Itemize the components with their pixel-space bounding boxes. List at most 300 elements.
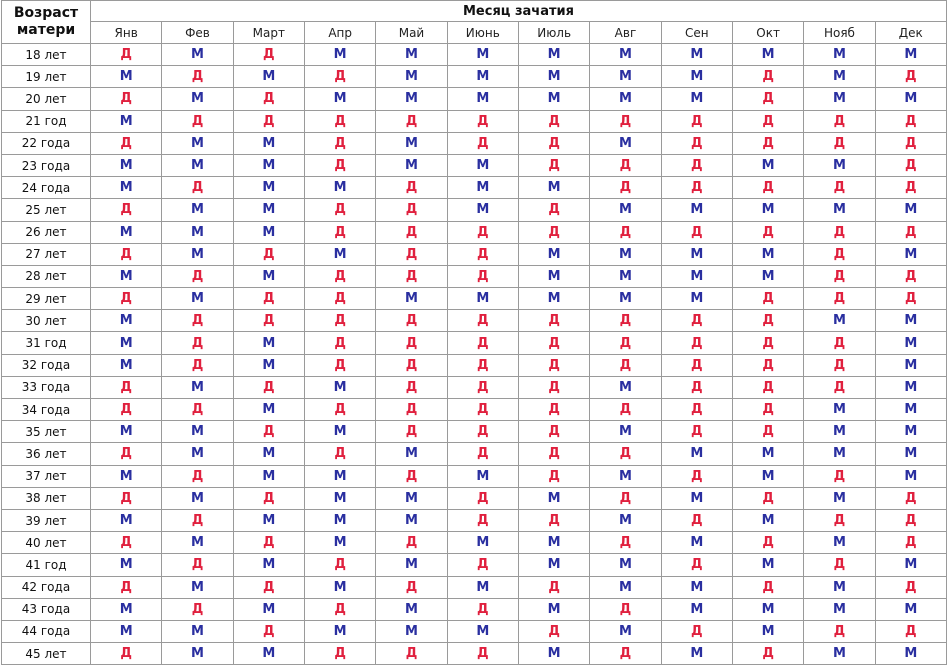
girl-cell: Д — [376, 465, 447, 487]
boy-cell: М — [91, 310, 162, 332]
table-row — [2, 110, 947, 132]
girl-cell: Д — [661, 332, 732, 354]
boy-cell: М — [518, 532, 589, 554]
boy-cell: М — [304, 44, 375, 66]
boy-cell: М — [233, 177, 304, 199]
boy-cell: М — [875, 44, 946, 66]
boy-cell: М — [732, 620, 803, 642]
table-row — [2, 643, 947, 665]
girl-cell: Д — [233, 576, 304, 598]
girl-cell: Д — [732, 132, 803, 154]
boy-cell: М — [518, 487, 589, 509]
boy-cell: М — [233, 265, 304, 287]
girl-cell: Д — [233, 88, 304, 110]
girl-cell: Д — [732, 399, 803, 421]
girl-cell: Д — [732, 177, 803, 199]
boy-cell: М — [233, 465, 304, 487]
boy-cell: М — [91, 598, 162, 620]
boy-cell: М — [732, 443, 803, 465]
boy-cell: М — [91, 421, 162, 443]
girl-cell: Д — [91, 288, 162, 310]
boy-cell: М — [661, 66, 732, 88]
boy-cell: М — [732, 243, 803, 265]
mother-age-cell: 35 лет — [2, 421, 91, 443]
girl-cell: Д — [162, 310, 233, 332]
girl-cell: Д — [376, 177, 447, 199]
girl-cell: Д — [162, 598, 233, 620]
girl-cell: Д — [804, 620, 875, 642]
boy-cell: М — [661, 576, 732, 598]
boy-cell: М — [661, 598, 732, 620]
girl-cell: Д — [304, 354, 375, 376]
month-header: Фев — [162, 22, 233, 44]
boy-cell: М — [233, 509, 304, 531]
girl-cell: Д — [518, 110, 589, 132]
girl-cell: Д — [518, 376, 589, 398]
girl-cell: Д — [590, 598, 661, 620]
boy-cell: М — [376, 132, 447, 154]
mother-age-cell: 39 лет — [2, 509, 91, 531]
boy-cell: М — [304, 421, 375, 443]
girl-cell: Д — [447, 509, 518, 531]
girl-cell: Д — [304, 265, 375, 287]
boy-cell: М — [875, 443, 946, 465]
boy-cell: М — [91, 332, 162, 354]
girl-cell: Д — [875, 177, 946, 199]
boy-cell: М — [518, 66, 589, 88]
boy-cell: М — [447, 154, 518, 176]
boy-cell: М — [518, 643, 589, 665]
boy-cell: М — [732, 465, 803, 487]
boy-cell: М — [804, 310, 875, 332]
boy-cell: М — [91, 509, 162, 531]
girl-cell: Д — [233, 44, 304, 66]
boy-cell: М — [162, 44, 233, 66]
boy-cell: М — [233, 354, 304, 376]
girl-cell: Д — [376, 110, 447, 132]
girl-cell: Д — [304, 154, 375, 176]
girl-cell: Д — [304, 221, 375, 243]
girl-cell: Д — [590, 354, 661, 376]
girl-cell: Д — [91, 576, 162, 598]
boy-cell: М — [661, 643, 732, 665]
girl-cell: Д — [875, 154, 946, 176]
girl-cell: Д — [518, 199, 589, 221]
table-row — [2, 487, 947, 509]
girl-cell: Д — [91, 243, 162, 265]
boy-cell: М — [732, 554, 803, 576]
mother-age-cell: 23 года — [2, 154, 91, 176]
boy-cell: М — [875, 554, 946, 576]
girl-cell: Д — [590, 332, 661, 354]
boy-cell: М — [875, 88, 946, 110]
boy-cell: М — [162, 88, 233, 110]
mother-age-cell: 25 лет — [2, 199, 91, 221]
boy-cell: М — [590, 421, 661, 443]
boy-cell: М — [875, 399, 946, 421]
boy-cell: М — [304, 509, 375, 531]
girl-cell: Д — [732, 221, 803, 243]
girl-cell: Д — [661, 154, 732, 176]
girl-cell: Д — [447, 399, 518, 421]
girl-cell: Д — [162, 554, 233, 576]
girl-cell: Д — [804, 354, 875, 376]
boy-cell: М — [233, 221, 304, 243]
header-row — [2, 1, 947, 22]
month-header: Май — [376, 22, 447, 44]
mother-age-cell: 24 года — [2, 177, 91, 199]
table-row — [2, 354, 947, 376]
boy-cell: М — [233, 643, 304, 665]
girl-cell: Д — [162, 509, 233, 531]
girl-cell: Д — [376, 354, 447, 376]
table-row — [2, 598, 947, 620]
girl-cell: Д — [661, 132, 732, 154]
table-row — [2, 66, 947, 88]
girl-cell: Д — [732, 643, 803, 665]
girl-cell: Д — [304, 643, 375, 665]
table-row — [2, 576, 947, 598]
girl-cell: Д — [233, 288, 304, 310]
boy-cell: М — [804, 421, 875, 443]
girl-cell: Д — [91, 443, 162, 465]
girl-cell: Д — [376, 265, 447, 287]
boy-cell: М — [447, 532, 518, 554]
boy-cell: М — [162, 643, 233, 665]
boy-cell: М — [162, 376, 233, 398]
boy-cell: М — [661, 487, 732, 509]
boy-cell: М — [875, 465, 946, 487]
boy-cell: М — [590, 288, 661, 310]
boy-cell: М — [804, 576, 875, 598]
girl-cell: Д — [447, 354, 518, 376]
boy-cell: М — [875, 376, 946, 398]
boy-cell: М — [447, 620, 518, 642]
girl-cell: Д — [661, 177, 732, 199]
girl-cell: Д — [875, 66, 946, 88]
girl-cell: Д — [91, 199, 162, 221]
girl-cell: Д — [661, 376, 732, 398]
boy-cell: М — [447, 576, 518, 598]
boy-cell: М — [661, 265, 732, 287]
girl-cell: Д — [162, 66, 233, 88]
girl-cell: Д — [518, 354, 589, 376]
table-row — [2, 421, 947, 443]
girl-cell: Д — [804, 243, 875, 265]
boy-cell: М — [447, 465, 518, 487]
table-row — [2, 465, 947, 487]
girl-cell: Д — [304, 332, 375, 354]
boy-cell: М — [875, 643, 946, 665]
girl-cell: Д — [732, 487, 803, 509]
girl-cell: Д — [447, 421, 518, 443]
boy-cell: М — [590, 88, 661, 110]
boy-cell: М — [91, 465, 162, 487]
girl-cell: Д — [875, 509, 946, 531]
boy-cell: М — [732, 509, 803, 531]
girl-cell: Д — [376, 576, 447, 598]
boy-cell: М — [590, 44, 661, 66]
girl-cell: Д — [875, 110, 946, 132]
boy-cell: М — [91, 354, 162, 376]
boy-cell: М — [304, 576, 375, 598]
boy-cell: М — [162, 221, 233, 243]
girl-cell: Д — [732, 532, 803, 554]
boy-cell: М — [590, 465, 661, 487]
boy-cell: М — [162, 443, 233, 465]
girl-cell: Д — [162, 332, 233, 354]
boy-cell: М — [732, 598, 803, 620]
girl-cell: Д — [91, 376, 162, 398]
girl-cell: Д — [304, 288, 375, 310]
boy-cell: М — [304, 532, 375, 554]
boy-cell: М — [233, 66, 304, 88]
girl-cell: Д — [91, 643, 162, 665]
table-row — [2, 310, 947, 332]
boy-cell: М — [590, 243, 661, 265]
boy-cell: М — [875, 310, 946, 332]
mother-age-cell: 45 лет — [2, 643, 91, 665]
girl-cell: Д — [875, 487, 946, 509]
boy-cell: М — [875, 243, 946, 265]
girl-cell: Д — [518, 465, 589, 487]
girl-cell: Д — [661, 465, 732, 487]
girl-cell: Д — [804, 288, 875, 310]
boy-cell: М — [233, 598, 304, 620]
girl-cell: Д — [875, 532, 946, 554]
table-row — [2, 554, 947, 576]
boy-cell: М — [804, 399, 875, 421]
boy-cell: М — [162, 243, 233, 265]
boy-cell: М — [661, 44, 732, 66]
mother-age-cell: 32 года — [2, 354, 91, 376]
boy-cell: М — [804, 66, 875, 88]
boy-cell: М — [518, 265, 589, 287]
girl-cell: Д — [732, 576, 803, 598]
mother-age-cell: 20 лет — [2, 88, 91, 110]
boy-cell: М — [376, 487, 447, 509]
girl-cell: Д — [162, 177, 233, 199]
girl-cell: Д — [304, 132, 375, 154]
boy-cell: М — [518, 243, 589, 265]
girl-cell: Д — [162, 465, 233, 487]
boy-cell: М — [233, 443, 304, 465]
mother-age-header: Возраст матери — [2, 1, 91, 44]
table-row — [2, 399, 947, 421]
mother-age-cell: 38 лет — [2, 487, 91, 509]
table-row — [2, 332, 947, 354]
boy-cell: М — [590, 265, 661, 287]
girl-cell: Д — [304, 399, 375, 421]
month-header: Июнь — [447, 22, 518, 44]
boy-cell: М — [162, 532, 233, 554]
mother-age-cell: 34 года — [2, 399, 91, 421]
boy-cell: М — [590, 620, 661, 642]
girl-cell: Д — [447, 487, 518, 509]
boy-cell: М — [732, 154, 803, 176]
table-row — [2, 243, 947, 265]
mother-age-cell: 21 год — [2, 110, 91, 132]
mother-age-cell: 44 года — [2, 620, 91, 642]
boy-cell: М — [875, 354, 946, 376]
boy-cell: М — [376, 288, 447, 310]
month-header: Апр — [304, 22, 375, 44]
mother-age-cell: 41 год — [2, 554, 91, 576]
boy-cell: М — [732, 199, 803, 221]
months-row — [2, 22, 947, 44]
girl-cell: Д — [376, 399, 447, 421]
mother-age-cell: 30 лет — [2, 310, 91, 332]
conception-month-header: Месяц зачатия — [91, 1, 947, 22]
boy-cell: М — [233, 199, 304, 221]
month-header: Авг — [590, 22, 661, 44]
girl-cell: Д — [447, 132, 518, 154]
girl-cell: Д — [590, 177, 661, 199]
boy-cell: М — [376, 66, 447, 88]
girl-cell: Д — [376, 643, 447, 665]
boy-cell: М — [447, 66, 518, 88]
girl-cell: Д — [732, 354, 803, 376]
girl-cell: Д — [661, 110, 732, 132]
boy-cell: М — [590, 132, 661, 154]
boy-cell: М — [732, 44, 803, 66]
girl-cell: Д — [447, 110, 518, 132]
boy-cell: М — [162, 132, 233, 154]
boy-cell: М — [875, 199, 946, 221]
boy-cell: М — [447, 88, 518, 110]
girl-cell: Д — [732, 88, 803, 110]
table-row — [2, 376, 947, 398]
girl-cell: Д — [447, 554, 518, 576]
boy-cell: М — [661, 88, 732, 110]
boy-cell: М — [661, 532, 732, 554]
girl-cell: Д — [304, 66, 375, 88]
month-header: Нояб — [804, 22, 875, 44]
girl-cell: Д — [376, 532, 447, 554]
month-header: Дек — [875, 22, 946, 44]
girl-cell: Д — [804, 509, 875, 531]
boy-cell: М — [304, 177, 375, 199]
girl-cell: Д — [233, 421, 304, 443]
boy-cell: М — [376, 509, 447, 531]
girl-cell: Д — [447, 221, 518, 243]
girl-cell: Д — [661, 310, 732, 332]
month-header: Июль — [518, 22, 589, 44]
girl-cell: Д — [376, 243, 447, 265]
table-row — [2, 177, 947, 199]
girl-cell: Д — [304, 110, 375, 132]
boy-cell: М — [804, 44, 875, 66]
girl-cell: Д — [590, 221, 661, 243]
girl-cell: Д — [518, 132, 589, 154]
boy-cell: М — [233, 554, 304, 576]
girl-cell: Д — [447, 643, 518, 665]
boy-cell: М — [590, 554, 661, 576]
girl-cell: Д — [732, 288, 803, 310]
table-row — [2, 509, 947, 531]
girl-cell: Д — [91, 88, 162, 110]
girl-cell: Д — [518, 443, 589, 465]
girl-cell: Д — [590, 310, 661, 332]
mother-age-cell: 28 лет — [2, 265, 91, 287]
mother-age-cell: 36 лет — [2, 443, 91, 465]
boy-cell: М — [875, 332, 946, 354]
girl-cell: Д — [91, 487, 162, 509]
boy-cell: М — [447, 44, 518, 66]
girl-cell: Д — [804, 554, 875, 576]
mother-age-cell: 40 лет — [2, 532, 91, 554]
girl-cell: Д — [875, 576, 946, 598]
boy-cell: М — [162, 620, 233, 642]
boy-cell: М — [376, 154, 447, 176]
boy-cell: М — [590, 66, 661, 88]
girl-cell: Д — [447, 265, 518, 287]
girl-cell: Д — [233, 376, 304, 398]
table-row — [2, 221, 947, 243]
girl-cell: Д — [518, 399, 589, 421]
girl-cell: Д — [804, 177, 875, 199]
girl-cell: Д — [804, 332, 875, 354]
girl-cell: Д — [518, 620, 589, 642]
girl-cell: Д — [875, 132, 946, 154]
boy-cell: М — [304, 376, 375, 398]
girl-cell: Д — [875, 620, 946, 642]
boy-cell: М — [376, 554, 447, 576]
boy-cell: М — [875, 421, 946, 443]
table-row — [2, 443, 947, 465]
boy-cell: М — [661, 443, 732, 465]
girl-cell: Д — [875, 265, 946, 287]
boy-cell: М — [376, 88, 447, 110]
boy-cell: М — [91, 221, 162, 243]
boy-cell: М — [162, 421, 233, 443]
girl-cell: Д — [804, 132, 875, 154]
girl-cell: Д — [447, 243, 518, 265]
mother-age-cell: 26 лет — [2, 221, 91, 243]
girl-cell: Д — [661, 509, 732, 531]
girl-cell: Д — [162, 354, 233, 376]
girl-cell: Д — [376, 376, 447, 398]
boy-cell: М — [518, 88, 589, 110]
boy-cell: М — [162, 154, 233, 176]
girl-cell: Д — [875, 221, 946, 243]
table-row — [2, 620, 947, 642]
girl-cell: Д — [590, 154, 661, 176]
mother-age-cell: 29 лет — [2, 288, 91, 310]
girl-cell: Д — [732, 376, 803, 398]
girl-cell: Д — [590, 643, 661, 665]
boy-cell: М — [91, 620, 162, 642]
table-row — [2, 44, 947, 66]
month-header: Окт — [732, 22, 803, 44]
girl-cell: Д — [447, 332, 518, 354]
girl-cell: Д — [91, 399, 162, 421]
boy-cell: М — [376, 443, 447, 465]
boy-cell: М — [91, 554, 162, 576]
mother-age-cell: 22 года — [2, 132, 91, 154]
girl-cell: Д — [518, 421, 589, 443]
girl-cell: Д — [376, 332, 447, 354]
mother-age-cell: 43 года — [2, 598, 91, 620]
boy-cell: М — [661, 243, 732, 265]
girl-cell: Д — [518, 310, 589, 332]
girl-cell: Д — [162, 399, 233, 421]
boy-cell: М — [804, 532, 875, 554]
girl-cell: Д — [162, 110, 233, 132]
mother-age-cell: 37 лет — [2, 465, 91, 487]
boy-cell: М — [304, 465, 375, 487]
girl-cell: Д — [233, 487, 304, 509]
